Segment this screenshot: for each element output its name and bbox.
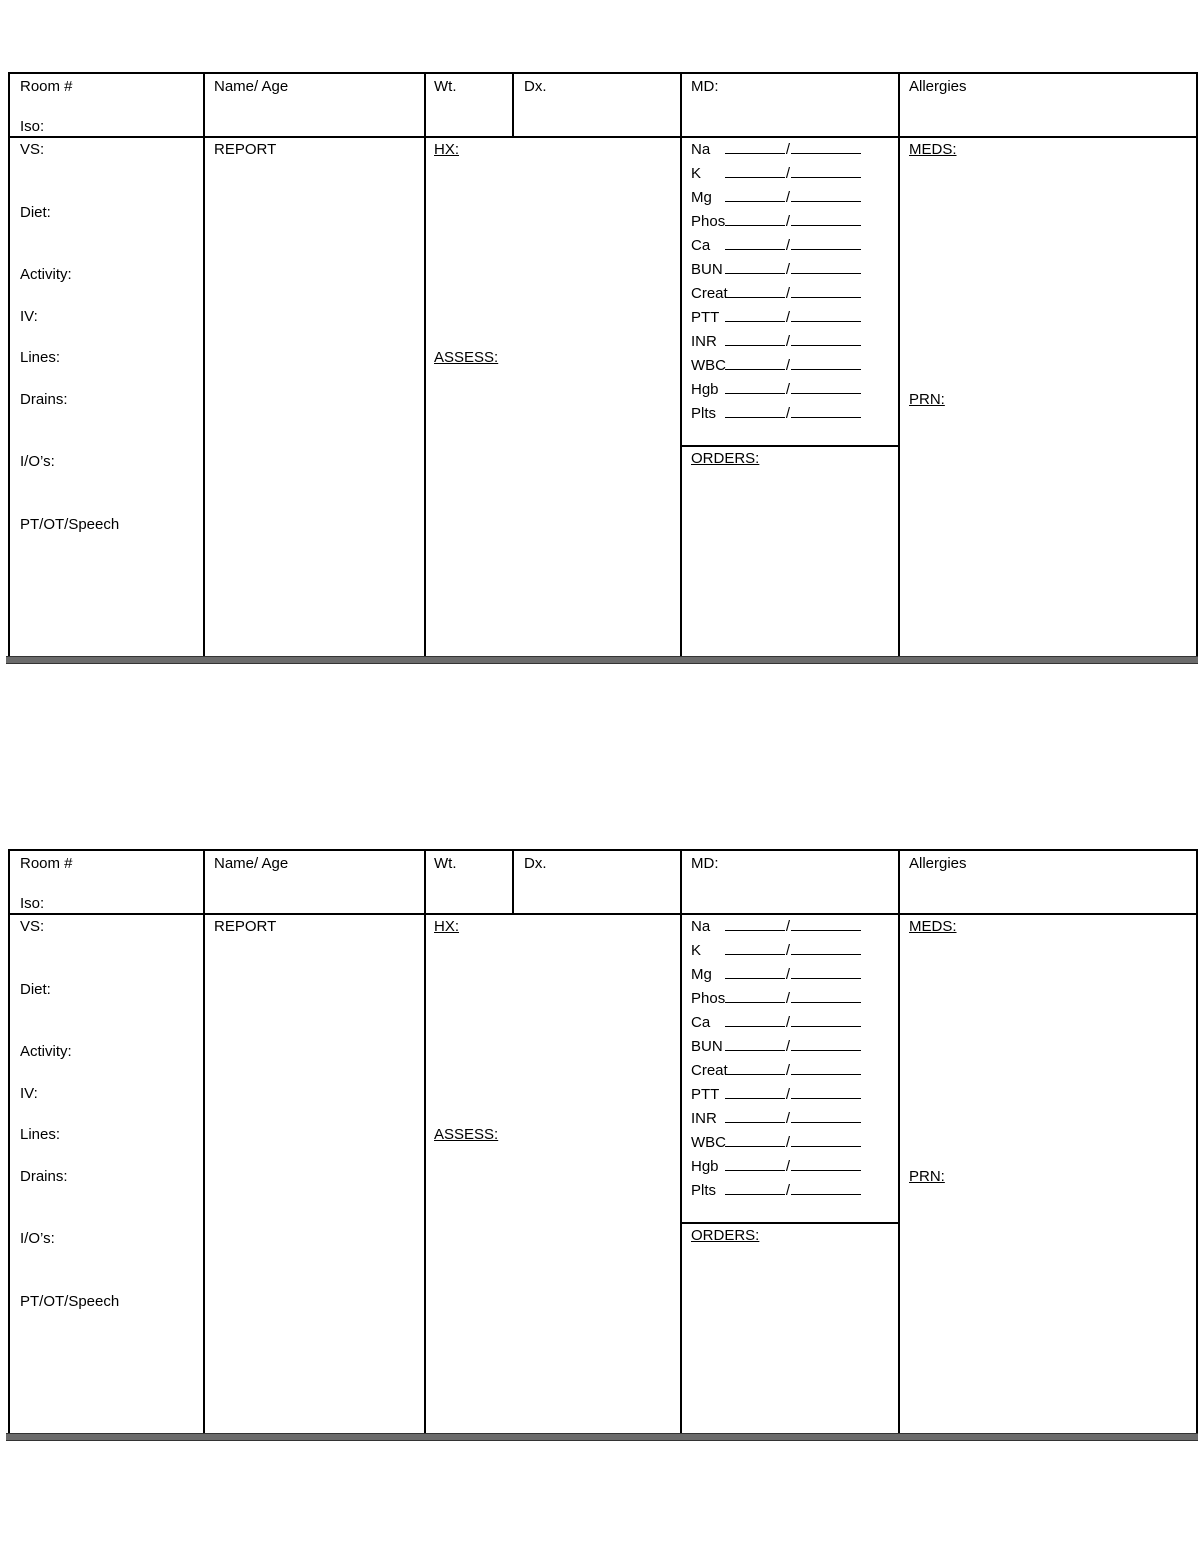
iso-label: Iso: bbox=[20, 118, 45, 135]
lab-separator: / bbox=[785, 333, 791, 350]
lab-row bbox=[691, 330, 861, 354]
lab-value-blank[interactable] bbox=[725, 138, 785, 154]
lab-separator: / bbox=[785, 285, 791, 302]
lab-value-blank[interactable] bbox=[791, 162, 861, 178]
lab-name: Creat bbox=[691, 285, 728, 302]
lab-name: BUN bbox=[691, 1038, 723, 1055]
grid-line bbox=[680, 849, 682, 1435]
grid-line bbox=[681, 445, 899, 447]
iso-label: Iso: bbox=[20, 895, 45, 912]
allergies-label: Allergies bbox=[909, 78, 967, 95]
lab-value-blank[interactable] bbox=[725, 1035, 785, 1051]
lab-name: PTT bbox=[691, 309, 720, 326]
lab-separator: / bbox=[785, 141, 791, 158]
name-age-label: Name/ Age bbox=[214, 855, 289, 872]
lab-separator: / bbox=[785, 1014, 791, 1031]
lab-value-blank[interactable] bbox=[791, 330, 861, 346]
lab-name: Ca bbox=[691, 237, 711, 254]
section-divider-bar bbox=[6, 656, 1198, 664]
lab-value-blank[interactable] bbox=[725, 915, 785, 931]
lab-name: Mg bbox=[691, 189, 712, 206]
weight-label: Wt. bbox=[434, 78, 457, 95]
lab-separator: / bbox=[785, 990, 791, 1007]
lab-value-blank[interactable] bbox=[791, 234, 861, 250]
grid-line bbox=[1196, 72, 1198, 658]
lab-row bbox=[691, 1107, 861, 1131]
lab-value-blank[interactable] bbox=[725, 378, 785, 394]
lab-row bbox=[691, 306, 861, 330]
iv-label: IV: bbox=[20, 308, 38, 325]
report-sheet-top bbox=[8, 72, 1198, 663]
lab-value-blank[interactable] bbox=[725, 306, 785, 322]
assess-label: ASSESS: bbox=[434, 1126, 499, 1143]
prn-label: PRN: bbox=[909, 1168, 945, 1185]
lab-value-blank[interactable] bbox=[791, 987, 861, 1003]
lab-name: Plts bbox=[691, 405, 717, 422]
drains-label: Drains: bbox=[20, 391, 68, 408]
lab-row bbox=[691, 354, 861, 378]
lab-row bbox=[691, 1083, 861, 1107]
lines-label: Lines: bbox=[20, 1126, 61, 1143]
lab-separator: / bbox=[785, 1086, 791, 1103]
lab-value-blank[interactable] bbox=[791, 939, 861, 955]
diagnosis-label: Dx. bbox=[524, 855, 547, 872]
grid-line bbox=[512, 849, 514, 913]
diet-label: Diet: bbox=[20, 981, 51, 998]
lab-value-blank[interactable] bbox=[791, 138, 861, 154]
lab-row bbox=[691, 258, 861, 282]
hx-label: HX: bbox=[434, 141, 460, 158]
lab-value-blank[interactable] bbox=[725, 234, 785, 250]
lab-value-blank[interactable] bbox=[725, 282, 785, 298]
lab-value-blank[interactable] bbox=[725, 1011, 785, 1027]
meds-label: MEDS: bbox=[909, 918, 957, 935]
lab-name: Plts bbox=[691, 1182, 717, 1199]
lab-value-blank[interactable] bbox=[791, 1035, 861, 1051]
lab-separator: / bbox=[785, 405, 791, 422]
lab-name: K bbox=[691, 942, 702, 959]
lab-name: INR bbox=[691, 1110, 717, 1127]
lab-name: WBC bbox=[691, 357, 726, 374]
lab-row bbox=[691, 1179, 861, 1203]
lab-value-blank[interactable] bbox=[791, 963, 861, 979]
grid-line bbox=[424, 849, 426, 1435]
therapy-label: PT/OT/Speech bbox=[20, 1293, 120, 1310]
assess-label: ASSESS: bbox=[434, 349, 499, 366]
lab-separator: / bbox=[785, 261, 791, 278]
grid-line bbox=[681, 1222, 899, 1224]
grid-line bbox=[424, 72, 426, 658]
lab-value-blank[interactable] bbox=[791, 402, 861, 418]
lab-row bbox=[691, 963, 861, 987]
lab-value-blank[interactable] bbox=[791, 1179, 861, 1195]
grid-line bbox=[1196, 849, 1198, 1435]
lab-value-blank[interactable] bbox=[791, 258, 861, 274]
io-label: I/O’s: bbox=[20, 453, 55, 470]
therapy-label: PT/OT/Speech bbox=[20, 516, 120, 533]
lab-value-blank[interactable] bbox=[725, 258, 785, 274]
lab-value-blank[interactable] bbox=[725, 1155, 785, 1171]
grid-line bbox=[203, 849, 205, 1435]
weight-label: Wt. bbox=[434, 855, 457, 872]
lab-row bbox=[691, 1131, 861, 1155]
room-label: Room # bbox=[20, 855, 73, 872]
diagnosis-label: Dx. bbox=[524, 78, 547, 95]
lab-value-blank[interactable] bbox=[791, 186, 861, 202]
lab-separator: / bbox=[785, 1182, 791, 1199]
lab-value-blank[interactable] bbox=[791, 1107, 861, 1123]
lab-value-blank[interactable] bbox=[791, 915, 861, 931]
lab-value-blank[interactable] bbox=[791, 354, 861, 370]
grid-line bbox=[512, 72, 514, 136]
prn-label: PRN: bbox=[909, 391, 945, 408]
lab-separator: / bbox=[785, 357, 791, 374]
lab-separator: / bbox=[785, 1134, 791, 1151]
lab-separator: / bbox=[785, 165, 791, 182]
lab-row bbox=[691, 138, 861, 162]
lab-row bbox=[691, 1011, 861, 1035]
lab-row bbox=[691, 1155, 861, 1179]
lab-value-blank[interactable] bbox=[791, 378, 861, 394]
lab-value-blank[interactable] bbox=[725, 162, 785, 178]
lab-separator: / bbox=[785, 966, 791, 983]
vs-label: VS: bbox=[20, 141, 45, 158]
grid-line bbox=[8, 849, 10, 1435]
iv-label: IV: bbox=[20, 1085, 38, 1102]
report-sheet-bottom bbox=[8, 849, 1198, 1440]
lab-name: WBC bbox=[691, 1134, 726, 1151]
lab-separator: / bbox=[785, 942, 791, 959]
lab-value-blank[interactable] bbox=[725, 354, 785, 370]
grid-line bbox=[203, 72, 205, 658]
lab-separator: / bbox=[785, 309, 791, 326]
io-label: I/O’s: bbox=[20, 1230, 55, 1247]
lab-value-blank[interactable] bbox=[791, 306, 861, 322]
lab-row bbox=[691, 939, 861, 963]
lab-separator: / bbox=[785, 237, 791, 254]
md-label: MD: bbox=[691, 78, 719, 95]
lab-value-blank[interactable] bbox=[791, 282, 861, 298]
lab-separator: / bbox=[785, 1062, 791, 1079]
lab-name: Mg bbox=[691, 966, 712, 983]
hx-label: HX: bbox=[434, 918, 460, 935]
lab-name: Na bbox=[691, 141, 711, 158]
lab-value-blank[interactable] bbox=[725, 987, 785, 1003]
grid-line bbox=[898, 72, 900, 658]
name-age-label: Name/ Age bbox=[214, 78, 289, 95]
lab-name: PTT bbox=[691, 1086, 720, 1103]
grid-line bbox=[8, 72, 1198, 74]
lab-row bbox=[691, 186, 861, 210]
lab-row bbox=[691, 162, 861, 186]
activity-label: Activity: bbox=[20, 266, 72, 283]
lab-value-blank[interactable] bbox=[791, 1155, 861, 1171]
lab-row bbox=[691, 210, 861, 234]
lab-name: Na bbox=[691, 918, 711, 935]
lab-value-blank[interactable] bbox=[725, 186, 785, 202]
lab-separator: / bbox=[785, 1038, 791, 1055]
lab-separator: / bbox=[785, 381, 791, 398]
lab-value-blank[interactable] bbox=[791, 1083, 861, 1099]
room-label: Room # bbox=[20, 78, 73, 95]
lab-value-blank[interactable] bbox=[791, 210, 861, 226]
lab-name: BUN bbox=[691, 261, 723, 278]
grid-line bbox=[8, 72, 10, 658]
lab-separator: / bbox=[785, 213, 791, 230]
lab-row bbox=[691, 1059, 861, 1083]
lab-name: Ca bbox=[691, 1014, 711, 1031]
grid-line bbox=[8, 849, 1198, 851]
lab-name: INR bbox=[691, 333, 717, 350]
lab-value-blank[interactable] bbox=[725, 939, 785, 955]
activity-label: Activity: bbox=[20, 1043, 72, 1060]
lab-name: Hgb bbox=[691, 381, 719, 398]
grid-line bbox=[680, 72, 682, 658]
lab-name: Phos bbox=[691, 990, 726, 1007]
lab-name: Creat bbox=[691, 1062, 728, 1079]
grid-line bbox=[898, 849, 900, 1435]
lab-value-blank[interactable] bbox=[725, 1179, 785, 1195]
lab-name: K bbox=[691, 165, 702, 182]
lab-value-blank[interactable] bbox=[725, 330, 785, 346]
lab-row bbox=[691, 282, 861, 306]
report-label: REPORT bbox=[214, 141, 277, 158]
lab-value-blank[interactable] bbox=[725, 402, 785, 418]
drains-label: Drains: bbox=[20, 1168, 68, 1185]
lab-separator: / bbox=[785, 1158, 791, 1175]
vs-label: VS: bbox=[20, 918, 45, 935]
grid-line bbox=[8, 136, 1198, 138]
lab-name: Phos bbox=[691, 213, 726, 230]
lab-separator: / bbox=[785, 1110, 791, 1127]
lab-value-blank[interactable] bbox=[791, 1011, 861, 1027]
lab-value-blank[interactable] bbox=[725, 1059, 785, 1075]
md-label: MD: bbox=[691, 855, 719, 872]
lab-value-blank[interactable] bbox=[725, 1107, 785, 1123]
meds-label: MEDS: bbox=[909, 141, 957, 158]
lab-row bbox=[691, 378, 861, 402]
lab-value-blank[interactable] bbox=[725, 963, 785, 979]
section-divider-bar bbox=[6, 1433, 1198, 1441]
diet-label: Diet: bbox=[20, 204, 51, 221]
allergies-label: Allergies bbox=[909, 855, 967, 872]
lab-separator: / bbox=[785, 918, 791, 935]
lines-label: Lines: bbox=[20, 349, 61, 366]
lab-separator: / bbox=[785, 189, 791, 206]
orders-label: ORDERS: bbox=[691, 1227, 760, 1244]
grid-line bbox=[8, 913, 1198, 915]
lab-value-blank[interactable] bbox=[791, 1059, 861, 1075]
lab-value-blank[interactable] bbox=[725, 1083, 785, 1099]
lab-value-blank[interactable] bbox=[725, 1131, 785, 1147]
lab-row bbox=[691, 987, 861, 1011]
orders-label: ORDERS: bbox=[691, 450, 760, 467]
lab-row bbox=[691, 1035, 861, 1059]
lab-name: Hgb bbox=[691, 1158, 719, 1175]
lab-row bbox=[691, 915, 861, 939]
lab-row bbox=[691, 234, 861, 258]
lab-value-blank[interactable] bbox=[725, 210, 785, 226]
report-label: REPORT bbox=[214, 918, 277, 935]
lab-row bbox=[691, 402, 861, 426]
lab-value-blank[interactable] bbox=[791, 1131, 861, 1147]
